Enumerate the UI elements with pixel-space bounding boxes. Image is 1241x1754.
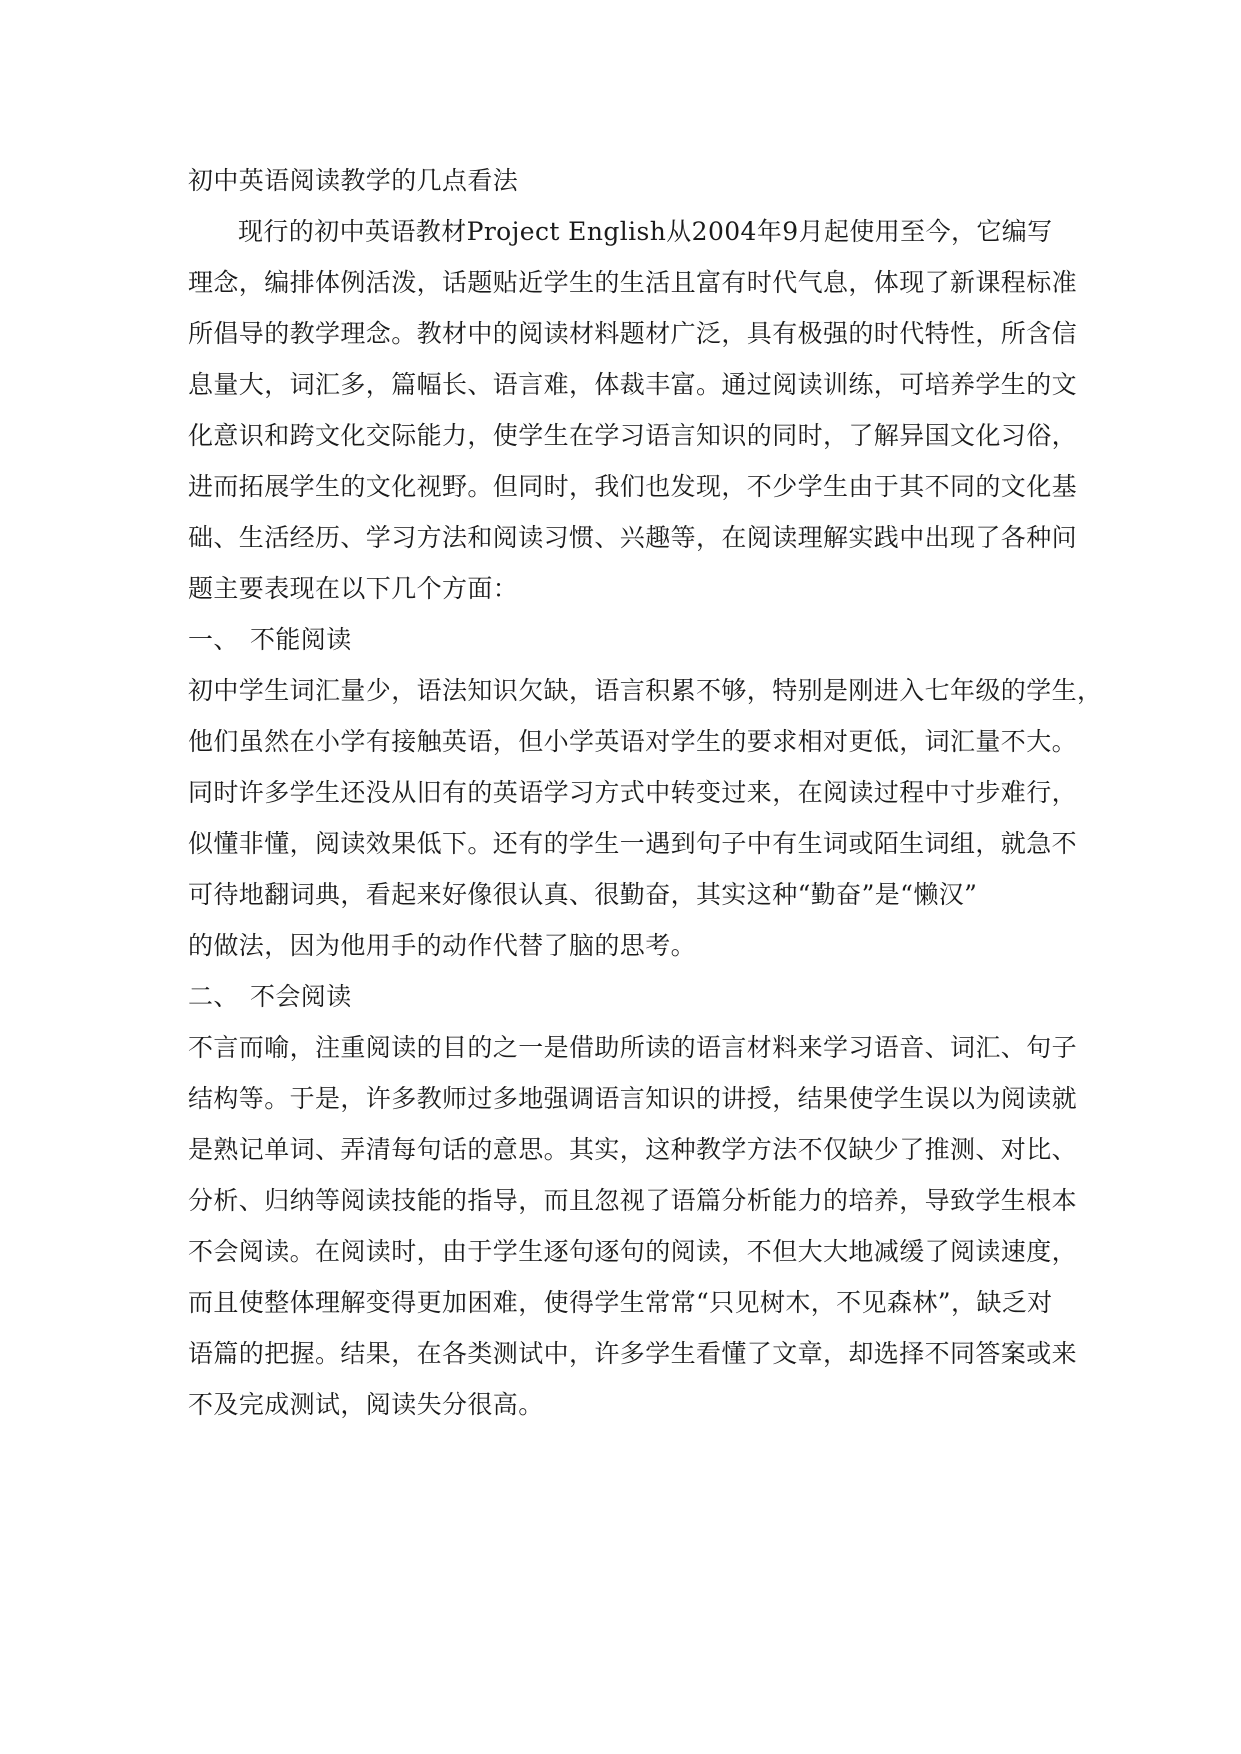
section2-line: 结构等。于是，许多教师过多地强调语言知识的讲授，结果使学生误以为阅读就 xyxy=(188,1084,1078,1113)
intro-line: 题主要表现在以下几个方面： xyxy=(188,574,519,603)
section1-line: 的做法，因为他用手的动作代替了脑的思考。 xyxy=(188,931,697,960)
intro-line: 理念，编排体例活泼，话题贴近学生的生活且富有时代气息，体现了新课程标准 xyxy=(188,268,1078,297)
section1-line: 似懂非懂，阅读效果低下。还有的学生一遇到句子中有生词或陌生词组，就急不 xyxy=(188,829,1078,858)
section2-line: 分析、归纳等阅读技能的指导，而且忽视了语篇分析能力的培养，导致学生根本 xyxy=(188,1186,1078,1215)
section1-line: 可待地翻词典，看起来好像很认真、很勤奋，其实这种“勤奋”是“懒汉” xyxy=(188,880,978,909)
intro-line: 现行的初中英语教材Project English从2004年9月起使用至今，它编写 xyxy=(238,217,1053,246)
section2-line: 是熟记单词、弄清每句话的意思。其实，这种教学方法不仅缺少了推测、对比、 xyxy=(188,1135,1078,1164)
intro-line: 息量大，词汇多，篇幅长、语言难，体裁丰富。通过阅读训练，可培养学生的文 xyxy=(188,370,1078,399)
intro-line: 化意识和跨文化交际能力，使学生在学习语言知识的同时，了解异国文化习俗， xyxy=(188,421,1078,450)
section2-line: 而且使整体理解变得更加困难，使得学生常常“只见树木，不见森林”，缺乏对 xyxy=(188,1288,1053,1317)
intro-line: 础、生活经历、学习方法和阅读习惯、兴趣等，在阅读理解实践中出现了各种问 xyxy=(188,523,1078,552)
section-number: 一、 xyxy=(188,625,239,654)
section1-line: 初中学生词汇量少，语法知识欠缺，语言积累不够，特别是刚进入七年级的学生， xyxy=(188,676,1103,705)
section1-line: 同时许多学生还没从旧有的英语学习方式中转变过来，在阅读过程中寸步难行， xyxy=(188,778,1078,807)
section-heading-text: 不会阅读 xyxy=(250,982,352,1011)
section-heading-2 xyxy=(188,971,1058,1022)
section-heading-1 xyxy=(188,614,1058,665)
section-heading-text: 不能阅读 xyxy=(250,625,352,654)
intro-line: 所倡导的教学理念。教材中的阅读材料题材广泛，具有极强的时代特性，所含信 xyxy=(188,319,1078,348)
section1-line: 他们虽然在小学有接触英语，但小学英语对学生的要求相对更低，词汇量不大。 xyxy=(188,727,1078,756)
intro-line: 进而拓展学生的文化视野。但同时，我们也发现，不少学生由于其不同的文化基 xyxy=(188,472,1078,501)
section-number: 二、 xyxy=(188,982,239,1011)
section2-line: 不及完成测试，阅读失分很高。 xyxy=(188,1390,544,1419)
document-title: 初中英语阅读教学的几点看法 xyxy=(188,166,519,195)
section2-line: 不会阅读。在阅读时，由于学生逐句逐句的阅读，不但大大地减缓了阅读速度， xyxy=(188,1237,1078,1266)
section2-line: 语篇的把握。结果，在各类测试中，许多学生看懂了文章，却选择不同答案或来 xyxy=(188,1339,1078,1368)
document-body xyxy=(188,155,1103,1430)
section2-line: 不言而喻，注重阅读的目的之一是借助所读的语言材料来学习语音、词汇、句子 xyxy=(188,1033,1078,1062)
